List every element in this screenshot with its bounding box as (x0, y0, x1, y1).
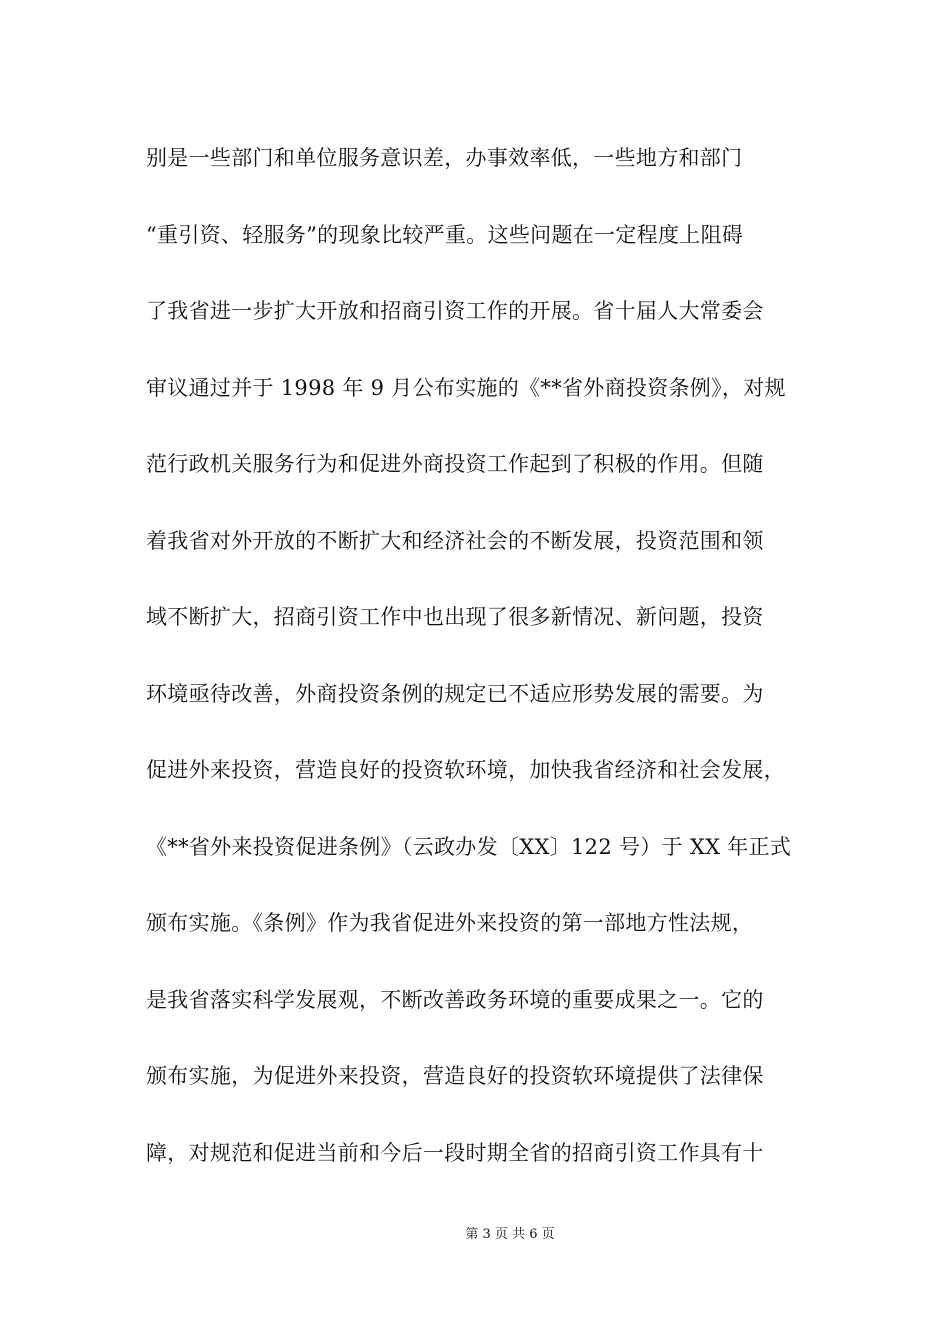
page-number: 第 3 页 共 6 页 (465, 1227, 555, 1242)
page-footer (0, 1225, 950, 1245)
body-text (146, 133, 836, 1204)
text-line: 别是一些部门和单位服务意识差，办事效率低，一些地方和部门 (146, 146, 743, 170)
text-line: 环境亟待改善，外商投资条例的规定已不适应形势发展的需要。为 (146, 681, 764, 706)
text-line: 是我省落实科学发展观，不断改善政务环境的重要成果之一。它的 (146, 987, 764, 1012)
text-line: 促进外来投资，营造良好的投资软环境，加快我省经济和社会发展， (146, 758, 785, 782)
text-line: 了我省进一步扩大开放和招商引资工作的开展。省十届人大常委会 (146, 299, 764, 323)
text-line: 障，对规范和促进当前和今后一段时期全省的招商引资工作具有十 (146, 1140, 764, 1165)
text-line: 范行政机关服务行为和促进外商投资工作起到了积极的作用。但随 (146, 452, 764, 476)
text-line: 颁布实施，为促进外来投资，营造良好的投资软环境提供了法律保 (146, 1064, 764, 1088)
text-line: 审议通过并于 1998 年 9 月公布实施的《**省外商投资条例》，对规 (146, 375, 786, 400)
text-line: “重引资、轻服务”的现象比较严重。这些问题在一定程度上阻碍 (146, 222, 744, 247)
text-line: 《**省外来投资促进条例》（云政办发〔XX〕122 号）于 XX 年正式 (146, 834, 792, 859)
text-line: 域不断扩大，招商引资工作中也出现了很多新情况、新问题，投资 (146, 605, 764, 629)
text-line: 着我省对外开放的不断扩大和经济社会的不断发展，投资范围和领 (146, 528, 764, 553)
text-line: 颁布实施。《条例》作为我省促进外来投资的第一部地方性法规， (146, 911, 754, 935)
